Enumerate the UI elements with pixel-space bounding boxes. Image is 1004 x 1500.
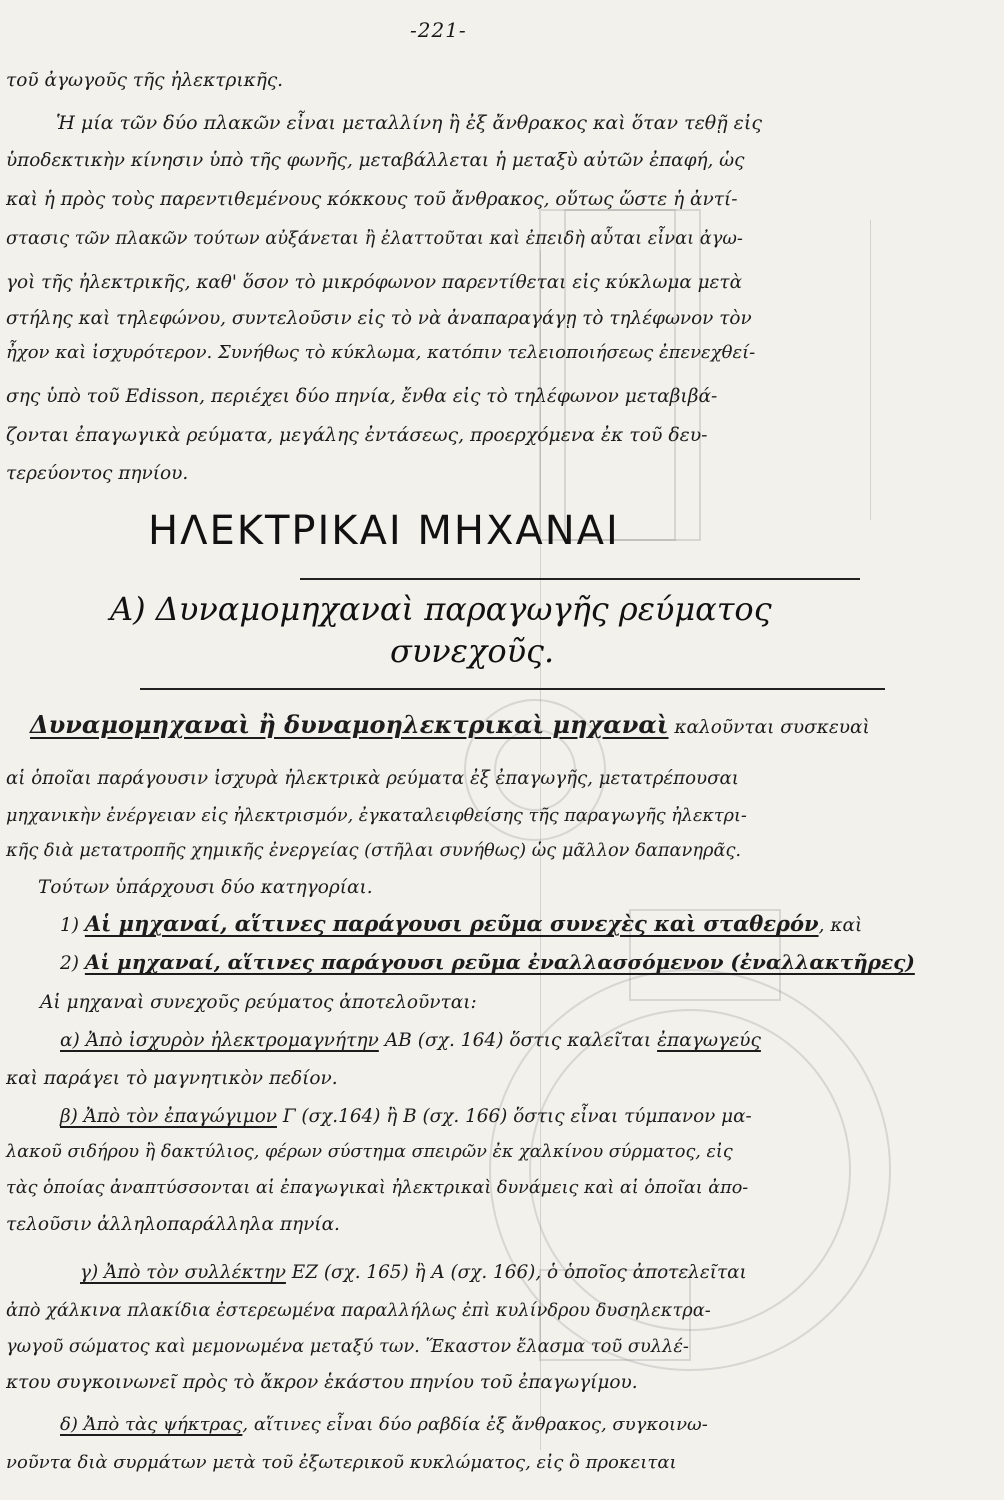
text-line: ἀπὸ χάλκινα πλακίδια ἐστερεωμένα παραλλήλως ἐπὶ κυλίνδρου δυσηλεκτρα-: [6, 1300, 711, 1321]
item-c-label: γ) Ἀπὸ τὸν συλλέκτην: [80, 1262, 286, 1283]
item-c-rest: ΕΖ (σχ. 165) ἢ Α (σχ. 166), ὁ ὁποῖος ἀποτελεῖται: [285, 1262, 747, 1283]
category-1-number: 1): [60, 915, 79, 936]
item-b-line1: [60, 1106, 752, 1127]
text-line: ὑποδεκτικὴν κίνησιν ὑπὸ τῆς φωνῆς, μεταβάλλεται ἡ μεταξὺ αὐτῶν ἐπαφή, ὡς: [6, 150, 745, 171]
category-1-text: Αἱ μηχαναί, αἵτινες παράγουσι ρεῦμα συνεχὲς καὶ σταθερόν: [84, 911, 819, 936]
text-line: γωγοῦ σώματος καὶ μεμονωμένα μεταξύ των. Ἕκαστον ἔλασμα τοῦ συλλέ-: [6, 1336, 689, 1357]
lead-term: Δυναμομηχαναὶ ἢ δυναμοηλεκτρικαὶ μηχαναὶ: [30, 710, 669, 739]
text-line: καὶ ἡ πρὸς τοὺς παρεντιθεμένους κόκκους τοῦ ἄνθρακος, οὕτως ὥστε ἡ ἀντί-: [6, 189, 738, 210]
text-line: κῆς διὰ μετατροπῆς χημικῆς ἐνεργείας (στῆλαι συνήθως) ὡς μᾶλλον δαπανηρᾶς.: [6, 840, 742, 861]
text-line: αἱ ὁποῖαι παράγουσιν ἰσχυρὰ ἠλεκτρικὰ ρεύματα ἐξ ἐπαγωγῆς, μετατρέπουσαι: [6, 768, 739, 789]
item-a-term: ἐπαγωγεύς: [657, 1030, 761, 1051]
item-b-rest: Γ (σχ.164) ἢ Β (σχ. 166) ὅστις εἶναι τύμπανον μα-: [276, 1106, 752, 1127]
text-line: γοὶ τῆς ἠλεκτρικῆς, καθ' ὅσον τὸ μικρόφωνον παρεντίθεται εἰς κύκλωμα μετὰ: [6, 272, 743, 293]
rule-below-section: [140, 688, 885, 690]
text-line: τοῦ ἀγωγοῦς τῆς ἠλεκτρικῆς.: [6, 70, 284, 91]
text-line: Ἡ μία τῶν δύο πλακῶν εἶναι μεταλλίνη ἢ ἐξ ἄνθρακος καὶ ὅταν τεθῇ εἰς: [56, 112, 762, 134]
text-line: Τούτων ὑπάρχουσι δύο κατηγορίαι.: [38, 877, 373, 898]
text-line: ζονται ἐπαγωγικὰ ρεύματα, μεγάλης ἐντάσεως, προερχόμενα ἐκ τοῦ δευ-: [6, 425, 708, 446]
section-title-line1: Α) Δυναμομηχαναὶ παραγωγῆς ρεύματος: [110, 590, 772, 628]
category-1: [60, 911, 862, 936]
text-line: καὶ παράγει τὸ μαγνητικὸν πεδίον.: [6, 1068, 338, 1089]
category-2-number: 2): [60, 953, 79, 974]
item-d-line1: [60, 1414, 708, 1435]
text-line: ἦχον καὶ ἰσχυρότερον. Συνήθως τὸ κύκλωμα, κατόπιν τελειοποιήσεως ἐπενεχθεί-: [6, 342, 756, 363]
item-d-rest: , αἵτινες εἶναι δύο ραβδία ἐξ ἄνθρακος, συγκοινω-: [242, 1414, 708, 1435]
item-b-label: β) Ἀπὸ τὸν ἐπαγώγιμον: [60, 1106, 277, 1127]
section-title-line2: συνεχοῦς.: [390, 632, 555, 670]
text-line: τὰς ὁποίας ἀναπτύσσονται αἱ ἐπαγωγικαὶ ἠλεκτρικαὶ δυνάμεις καὶ αἱ ὁποῖαι ἀπο-: [6, 1178, 749, 1198]
text-line: μηχανικὴν ἐνέργειαν εἰς ἠλεκτρισμόν, ἐγκαταλειφθείσης τῆς παραγωγῆς ἠλεκτρι-: [6, 806, 747, 826]
category-2-text: Αἱ μηχαναί, αἵτινες παράγουσι ρεῦμα ἐναλλασσόμενον (ἐναλλακτῆρες): [84, 950, 915, 974]
page-number: -221-: [410, 18, 467, 42]
item-a-line1: [60, 1030, 761, 1051]
lead-rest: καλοῦνται συσκευαὶ: [668, 717, 870, 738]
text-line: λακοῦ σιδήρου ἢ δακτύλιος, φέρων σύστημα σπειρῶν ἐκ χαλκίνου σύρματος, εἰς: [6, 1142, 733, 1162]
category-2: [60, 950, 915, 974]
item-c-line1: [80, 1262, 747, 1283]
text-line: στήλης καὶ τηλεφώνου, συντελοῦσιν εἰς τὸ νὰ ἀναπαραγάγῃ τὸ τηλέφωνον τὸν: [6, 308, 752, 329]
text-line: νοῦντα διὰ συρμάτων μετὰ τοῦ ἐξωτερικοῦ κυκλώματος, εἰς ὃ προκειται: [6, 1452, 677, 1473]
rule-above-section: [300, 578, 860, 580]
text-line: τερεύοντος πηνίου.: [6, 463, 189, 484]
category-1-tail: , καὶ: [818, 915, 863, 936]
text-line: τελοῦσιν ἀλληλοπαράλληλα πηνία.: [6, 1214, 340, 1235]
text-line: κτου συγκοινωνεῖ πρὸς τὸ ἄκρον ἑκάστου πηνίου τοῦ ἐπαγωγίμου.: [6, 1372, 638, 1393]
text-line: σης ὑπὸ τοῦ Edisson, περιέχει δύο πηνία, ἔνθα εἰς τὸ τηλέφωνον μεταβιβά-: [6, 386, 718, 407]
item-d-label: δ) Ἀπὸ τὰς ψήκτρας: [60, 1414, 243, 1435]
main-heading: ΗΛΕΚΤΡΙΚΑΙ ΜΗΧΑΝΑΙ: [148, 508, 620, 554]
text-line: Αἱ μηχαναὶ συνεχοῦς ρεύματος ἀποτελοῦνται:: [40, 992, 477, 1013]
item-a-rest: ΑΒ (σχ. 164) ὅστις καλεῖται: [378, 1030, 658, 1051]
body-lead-line: [30, 710, 870, 739]
text-line: στασις τῶν πλακῶν τούτων αὐξάνεται ἢ ἐλαττοῦται καὶ ἐπειδὴ αὗται εἶναι ἀγω-: [6, 228, 743, 249]
item-a-label: α) Ἀπὸ ἰσχυρὸν ἠλεκτρομαγνήτην: [60, 1030, 379, 1051]
